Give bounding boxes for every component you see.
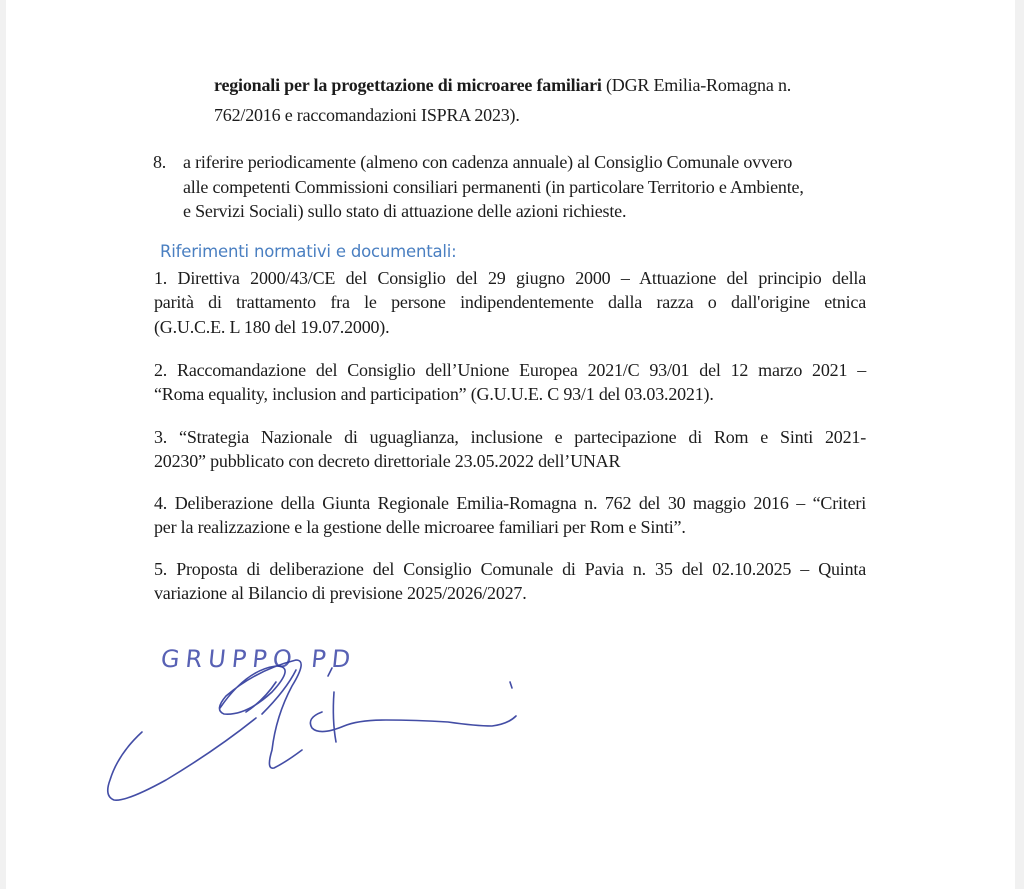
- handwritten-signature: [96, 630, 566, 820]
- document-page: [6, 0, 1015, 889]
- reference-line: (G.U.C.E. L 180 del 19.07.2000).: [154, 317, 390, 337]
- reference-line: 4. Deliberazione della Giunta Regionale Emilia-Romagna n. 762 del 30 maggio 2016 – “Criteri: [154, 493, 866, 513]
- signature-stroke: [328, 668, 332, 676]
- list-item-line: a riferire periodicamente (almeno con cadenza annuale) al Consiglio Comunale ovvero: [183, 152, 793, 172]
- reference-line: parità di trattamento fra le persone indipendentemente dalla razza o dall'origine etnica: [154, 292, 866, 312]
- signature-stroke: [262, 670, 296, 714]
- reference-line: 20230” pubblicato con decreto direttoriale 23.05.2022 dell’UNAR: [154, 451, 621, 471]
- reference-line: 5. Proposta di deliberazione del Consiglio Comunale di Pavia n. 35 del 02.10.2025 – Quinta: [154, 559, 866, 579]
- references-heading: Riferimenti normativi e documentali:: [160, 242, 457, 261]
- signature-label-gruppo-pd: GRUPPO PD: [159, 645, 358, 673]
- signature-stroke: [219, 660, 302, 768]
- reference-line: variazione al Bilancio di previsione 2025/2026/2027.: [154, 583, 527, 603]
- signature-stroke: [510, 682, 512, 688]
- list-item-line: e Servizi Sociali) sullo stato di attuazione delle azioni richieste.: [183, 201, 627, 221]
- list-item-line: alle competenti Commissioni consiliari permanenti (in particolare Territorio e Ambiente,: [183, 177, 804, 197]
- list-item-number: 8.: [153, 152, 167, 172]
- reference-line: 1. Direttiva 2000/43/CE del Consiglio del 29 giugno 2000 – Attuazione del principio della: [154, 268, 866, 288]
- continuation-line-2: 762/2016 e raccomandazioni ISPRA 2023).: [214, 105, 520, 125]
- signature-stroke: [108, 718, 256, 800]
- reference-line: “Roma equality, inclusion and participation” (G.U.U.E. C 93/1 del 03.03.2021).: [154, 384, 714, 404]
- continuation-line-1: [214, 73, 791, 97]
- reference-line: 2. Raccomandazione del Consiglio dell’Unione Europea 2021/C 93/01 del 12 marzo 2021 –: [154, 360, 866, 380]
- reference-line: 3. “Strategia Nazionale di uguaglianza, inclusione e partecipazione di Rom e Sinti 2021-: [154, 427, 866, 447]
- continuation-bold-text: regionali per la progettazione di microaree familiari: [214, 75, 602, 95]
- reference-line: per la realizzazione e la gestione delle microaree familiari per Rom e Sinti”.: [154, 517, 686, 537]
- signature-stroke: [333, 692, 336, 742]
- continuation-text: (DGR Emilia-Romagna n.: [601, 75, 792, 95]
- signature-stroke: [310, 712, 516, 732]
